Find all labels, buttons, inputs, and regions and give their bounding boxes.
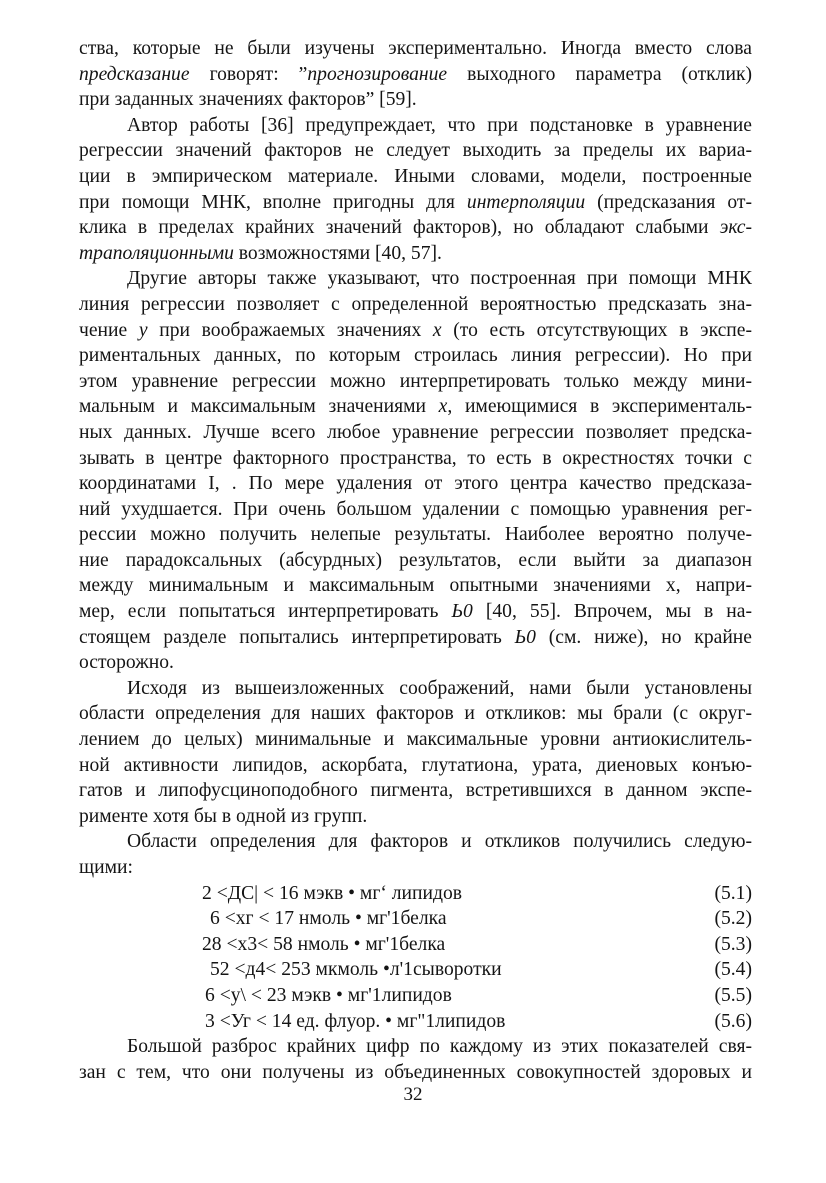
text-line: зан с тем, что они получены из объединенных совокупностей здоровых и — [79, 1061, 752, 1083]
italic-var: Ь0 — [514, 626, 536, 648]
text-line: рессии можно получить нелепые результаты. Наиболее вероятно получе- — [79, 524, 752, 546]
text-line: ции в эмпирическом материале. Иными словами, модели, построенные — [79, 165, 752, 187]
italic-var: х — [432, 319, 442, 341]
equation-5-4 — [79, 957, 752, 983]
text-line: Области определения для факторов и откликов получились следую- — [127, 831, 752, 853]
text-line: говорят: ” — [189, 63, 308, 85]
text-line: линия регрессии позволяет с определенной вероятностью предсказать зна- — [79, 293, 752, 315]
italic-term: интерполяции — [466, 191, 586, 213]
paragraph-1-end — [79, 87, 752, 113]
equation-5-2 — [79, 906, 752, 932]
paragraph-4-end — [79, 804, 752, 830]
text-line: стоящем разделе попытались интерпретировать — [79, 626, 515, 648]
equation-formula: 3 <Уг < 14 ед. флуор. • мг"1липидов — [205, 1010, 506, 1032]
text-line: чение — [79, 319, 139, 341]
text-line: при заданных значениях факторов” [59]. — [79, 89, 417, 111]
text-line: ний ухудшается. При очень большом удалении с помощью уравнения рег- — [79, 498, 752, 520]
equation-5-5 — [79, 983, 752, 1009]
text-line: Другие авторы также указывают, что построенная при помощи МНК — [127, 268, 752, 290]
paragraph-3-end — [79, 650, 752, 676]
paragraph-2-end — [79, 241, 752, 267]
italic-var: Ь0 — [451, 601, 473, 623]
equation-number: (5.1) — [714, 882, 752, 904]
text-line: возможностями [40, 57]. — [233, 242, 442, 264]
text-line: при воображаемых значениях — [147, 319, 433, 341]
paragraph-3 — [79, 266, 752, 650]
text-line: гатов и липофусциноподобного пигмента, встретившихся в данном экспе- — [79, 780, 752, 802]
equation-formula: 6 <хг < 17 нмоль • мг'1белка — [210, 908, 447, 930]
text-line: , имеющимися в эксперименталь- — [447, 396, 752, 418]
page-number: 32 — [403, 1084, 423, 1105]
text-line: [40, 55]. Впрочем, мы в на- — [472, 601, 753, 623]
italic-var: у — [138, 319, 148, 341]
italic-term: экс- — [719, 217, 752, 239]
text-line: (то есть отсутствующих в экспе- — [441, 319, 753, 341]
equation-number: (5.5) — [714, 984, 752, 1006]
text-line: Большой разброс крайних цифр по каждому из этих показателей свя- — [127, 1036, 752, 1058]
equation-formula: 52 <д4< 253 мкмоль •л'1сыворотки — [210, 959, 502, 981]
equation-number: (5.2) — [714, 908, 752, 930]
text-line: щими: — [79, 857, 133, 878]
paragraph-4 — [79, 676, 752, 804]
equation-number: (5.4) — [714, 959, 752, 981]
text-line: этом уравнение регрессии можно интерпретировать только между мини- — [79, 370, 752, 392]
paragraph-5 — [79, 829, 752, 855]
text-line: между минимальным и максимальным опытными значениями х, напри- — [79, 575, 752, 597]
text-line: ние парадоксальных (абсурдных) результатов, если выйти за диапазон — [79, 549, 752, 571]
italic-term: предсказание — [79, 63, 190, 85]
text-line: Автор работы [36] предупреждает, что при подстановке в уравнение — [127, 114, 752, 136]
text-line: регрессии значений факторов не следует выходить за пределы их вариа- — [79, 140, 752, 162]
paragraph-5-end — [79, 855, 752, 881]
text-line: лением до целых) минимальные и максимальные уровни антиокислитель- — [79, 729, 752, 751]
text-line: области определения для наших факторов и откликов: мы брали (с округ- — [79, 703, 752, 725]
italic-term: траполяционными — [79, 242, 234, 264]
equation-5-1 — [79, 881, 752, 907]
text-line: (предсказания от- — [585, 191, 752, 213]
text-line: ства, которые не были изучены экспериментально. Иногда вместо слова — [79, 38, 752, 59]
equation-5-6 — [79, 1009, 752, 1035]
italic-term: прогнозирование — [307, 63, 448, 85]
text-line: мер, если попытаться интерпретировать — [79, 601, 452, 623]
text-line: зывать в центре факторного пространства, то есть в окрестностях точки с — [79, 447, 752, 469]
text-line: риментальных данных, по которым строилась линия регрессии). Но при — [79, 345, 752, 367]
equation-formula: 28 <х3< 58 нмоль • мг'1белка — [202, 933, 446, 955]
text-line: мальным и максимальным значениями — [79, 396, 439, 418]
text-line: рименте хотя бы в одной из групп. — [79, 805, 368, 827]
paragraph-6 — [79, 1034, 752, 1085]
text-line: выходного параметра (отклик) — [447, 63, 752, 85]
document-page — [79, 36, 752, 1085]
italic-var: х — [438, 396, 448, 418]
text-line: осторожно. — [79, 652, 174, 674]
text-line: координатами I, . По мере удаления от этого центра качество предсказа- — [79, 473, 752, 495]
text-line: клика в пределах крайних значений факторов), но обладают слабыми — [79, 217, 720, 239]
equation-formula: 2 <ДС| < 16 мэкв • мг‘ липидов — [202, 882, 463, 904]
equation-5-3 — [79, 932, 752, 958]
equation-number: (5.6) — [714, 1010, 752, 1032]
paragraph-2 — [79, 113, 752, 241]
paragraph-1 — [79, 36, 752, 87]
equation-formula: 6 <у\ < 23 мэкв • мг'1липидов — [205, 984, 452, 1006]
text-line: ной активности липидов, аскорбата, глутатиона, урата, диеновых конъю- — [79, 754, 752, 776]
text-line: (см. ниже), но крайне — [535, 626, 752, 648]
text-line: ных данных. Лучше всего любое уравнение регрессии позволяет предска- — [79, 421, 752, 443]
equation-number: (5.3) — [714, 933, 752, 955]
text-line: Исходя из вышеизложенных соображений, нами были установлены — [127, 677, 752, 699]
text-line: при помощи МНК, вполне пригодны для — [79, 191, 467, 213]
